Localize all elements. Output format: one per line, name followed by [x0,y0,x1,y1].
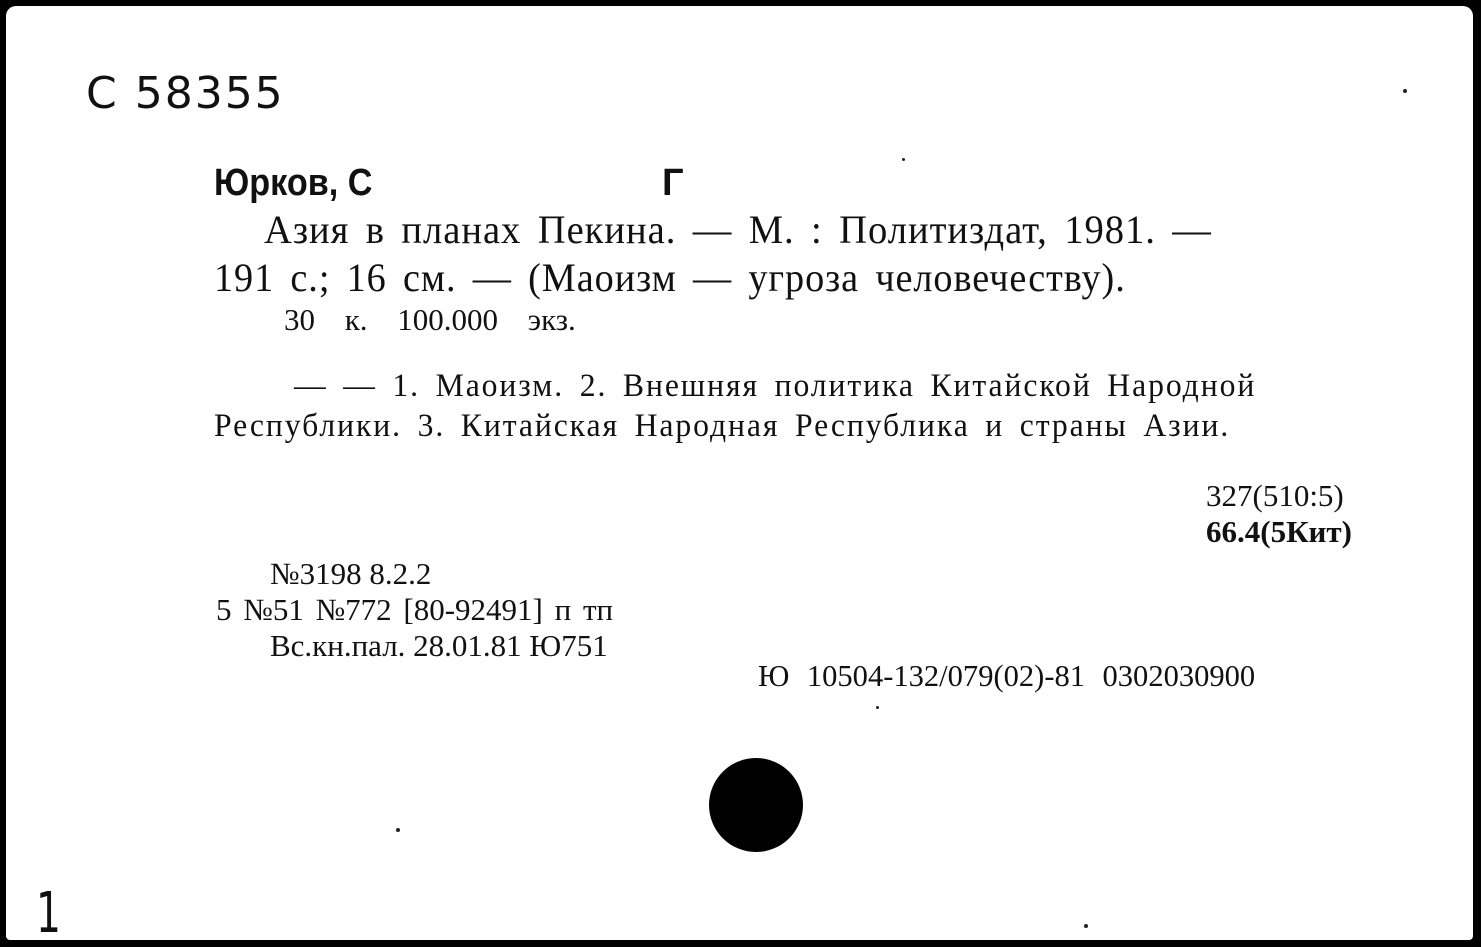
speck [1403,89,1407,93]
publisher-index-code: Ю 10504-132/079(02)-81 0302030900 [758,658,1256,693]
punch-hole [709,758,803,852]
author-initial: Г [662,162,684,204]
price-and-print-run: 30 к. 100.000 экз. [284,302,576,337]
record-number-line-2: 5 №51 №772 [80-92491] п тп [216,592,614,627]
title-line-2: 191 с.; 16 см. — (Маоизм — угроза человечеству). [214,255,1126,300]
author-name: Юрков, С [214,162,373,204]
udc-classification: 327(510:5) [1206,478,1344,513]
subject-headings-line-1: — — 1. Маоизм. 2. Внешняя политика Китайской Народной [294,368,1257,404]
record-number-line-1: №3198 8.2.2 [270,556,432,591]
bbk-classification: 66.4(5Кит) [1206,514,1352,549]
subject-headings-line-2: Республики. 3. Китайская Народная Республика и страны Азии. [214,408,1231,444]
handwritten-mark: 1 [36,881,61,940]
record-number-line-3: Вс.кн.пал. 28.01.81 Ю751 [270,628,608,663]
title-line-1: Азия в планах Пекина. — М. : Политиздат, 1981. — [264,207,1212,252]
catalog-card [6,6,1473,940]
speck [876,706,879,709]
call-number: C 58355 [86,68,285,119]
speck [902,158,905,161]
speck [1084,924,1088,928]
speck [396,828,400,832]
